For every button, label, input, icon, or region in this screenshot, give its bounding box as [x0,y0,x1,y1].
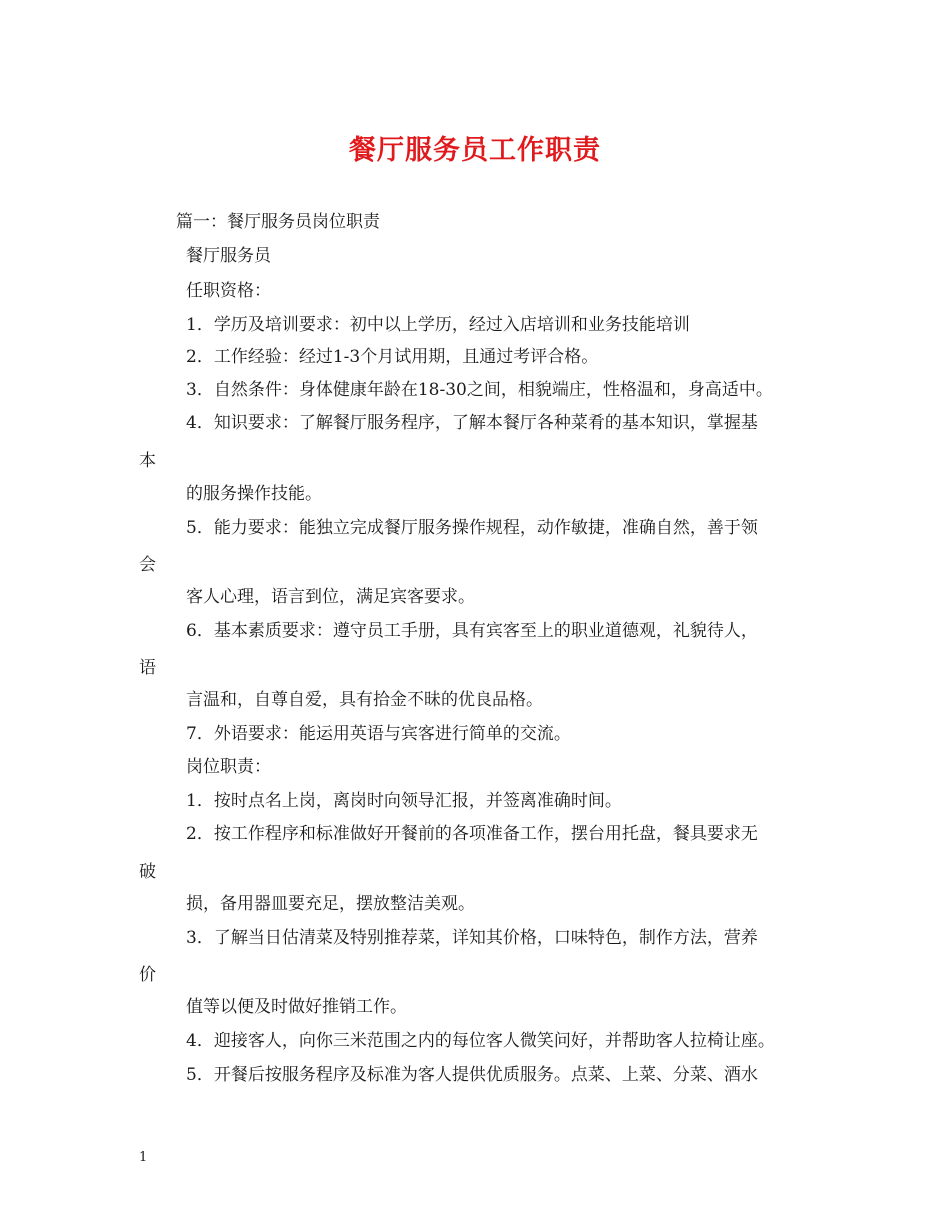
paragraph-line: 5．能力要求：能独立完成餐厅服务操作规程，动作敏捷，准确自然，善于领 [186,518,758,538]
wrapped-char: 破 [139,862,156,882]
paragraph-line: 1．按时点名上岗，离岗时向领导汇报，并签离准确时间。 [186,791,622,811]
document-title: 餐厅服务员工作职责 [349,135,601,166]
paragraph-line: 客人心理，语言到位，满足宾客要求。 [186,587,475,607]
paragraph-line: 值等以便及时做好推销工作。 [186,997,407,1017]
wrapped-char: 本 [139,451,156,471]
paragraph-line: 岗位职责： [186,757,271,777]
paragraph-line: 言温和，自尊自爱，具有拾金不昧的优良品格。 [186,690,543,710]
paragraph-line: 的服务操作技能。 [186,484,322,504]
paragraph-line: 1．学历及培训要求：初中以上学历，经过入店培训和业务技能培训 [186,315,690,335]
paragraph-line: 4．迎接客人，向你三米范围之内的每位客人微笑问好，并帮助客人拉椅让座。 [186,1031,775,1051]
paragraph-line: 4．知识要求：了解餐厅服务程序，了解本餐厅各种菜肴的基本知识，掌握基 [186,413,758,433]
page-number: 1 [139,1150,148,1165]
paragraph-line: 7．外语要求：能运用英语与宾客进行简单的交流。 [186,724,571,744]
paragraph-line: 损，备用器皿要充足，摆放整洁美观。 [186,894,475,914]
section-heading: 篇一：餐厅服务员岗位职责 [176,212,380,232]
paragraph-line: 6．基本素质要求：遵守员工手册，具有宾客至上的职业道德观，礼貌待人， [186,621,758,641]
paragraph-line: 任职资格： [186,281,271,301]
wrapped-char: 价 [139,965,156,985]
paragraph-line: 2．按工作程序和标准做好开餐前的各项准备工作，摆台用托盘，餐具要求无 [186,824,758,844]
paragraph-line: 2．工作经验：经过1-3个月试用期，且通过考评合格。 [186,347,599,367]
paragraph-line: 5．开餐后按服务程序及标准为客人提供优质服务。点菜、上菜、分菜、酒水 [186,1065,758,1085]
paragraph-line: 餐厅服务员 [186,246,271,266]
paragraph-line: 3．了解当日估清菜及特别推荐菜，详知其价格，口味特色，制作方法，营养 [186,928,758,948]
paragraph-line: 3．自然条件：身体健康年龄在18-30之间，相貌端庄，性格温和，身高适中。 [186,380,773,400]
wrapped-char: 语 [139,658,156,678]
wrapped-char: 会 [139,555,156,575]
